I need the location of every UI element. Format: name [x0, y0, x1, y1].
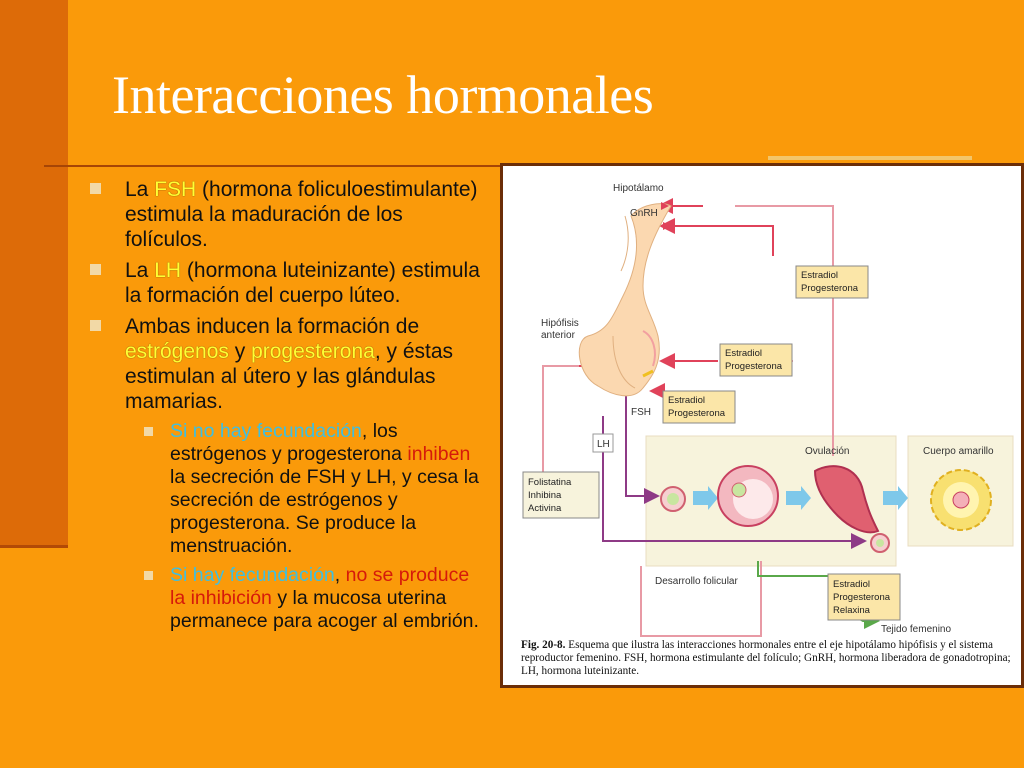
label-hipofisis-1: Hipófisis: [541, 318, 579, 329]
bullet-ambas: Ambas inducen la formación de estrógenos y progesterona, y éstas estimulan al útero y las glándulas mamarias.: [88, 314, 488, 414]
box-folistatina: [523, 472, 599, 518]
label-lh: LH: [597, 439, 610, 450]
bullet-square-icon: [90, 320, 101, 331]
slide-title: Interacciones hormonales: [112, 65, 654, 125]
svg-text:Progesterona: Progesterona: [725, 361, 783, 372]
svg-text:Estradiol: Estradiol: [668, 395, 705, 406]
sub-bullet-square-icon: [144, 427, 153, 436]
box-estradiol-mid: [720, 344, 792, 376]
svg-text:Inhibina: Inhibina: [528, 490, 562, 501]
svg-text:Folistatina: Folistatina: [528, 477, 572, 488]
hormone-diagram: [500, 163, 1024, 688]
label-gnrh: GnRH: [630, 208, 658, 219]
label-cuerpo-amarillo: Cuerpo amarillo: [923, 446, 994, 457]
term-estrogenos: estrógenos: [125, 340, 229, 363]
label-desarrollo-folicular: Desarrollo folicular: [655, 576, 738, 587]
svg-text:Relaxina: Relaxina: [833, 605, 870, 616]
box-estradiol-low: [663, 391, 735, 423]
label-tejido-femenino: Tejido femenino: [881, 624, 952, 635]
term-inhiben: inhiben: [407, 443, 471, 465]
svg-text:Progesterona: Progesterona: [668, 408, 726, 419]
follicle-mature: [718, 466, 778, 526]
bullet-list: [88, 177, 488, 639]
box-estradiol-bottom: [828, 574, 900, 620]
term-fsh: FSH: [154, 178, 197, 201]
box-estradiol-top: [796, 266, 868, 298]
svg-text:Activina: Activina: [528, 503, 562, 514]
term-fecundacion: Si hay fecundación: [170, 564, 335, 586]
term-lh: LH: [154, 259, 182, 282]
label-fsh: FSH: [631, 407, 651, 418]
svg-text:Progesterona: Progesterona: [801, 283, 859, 294]
bullet-square-icon: [90, 183, 101, 194]
title-divider-accent: [768, 156, 972, 160]
corpus-luteum: [931, 470, 991, 530]
follicle-primary: [661, 487, 685, 511]
figure-caption: Fig. 20-8. Esquema que ilustra las interacciones hormonales entre el eje hipotálamo hipófisis y el sistema reproductor femenino. FSH, hormona estimulante del folículo; GnRH, hormona liberadora de gonadotropina; LH, hormona luteinizante.: [521, 639, 1011, 677]
svg-text:Progesterona: Progesterona: [833, 592, 891, 603]
arrowhead-red-2: [663, 222, 671, 230]
sub-bullet-no-fecundacion: Si no hay fecundación, los estrógenos y progesterona inhiben la secreción de FSH y LH, y cesa la secreción de estrógenos y progesterona. Se produce la menstruación.: [133, 420, 488, 558]
label-hipofisis-2: anterior: [541, 330, 575, 341]
sub-bullet-square-icon: [144, 571, 153, 580]
bullet-fsh: La FSH (hormona foliculoestimulante) estimula la maduración de los folículos.: [88, 177, 488, 252]
label-hipotalamo: Hipotálamo: [613, 183, 664, 194]
svg-text:Estradiol: Estradiol: [833, 579, 870, 590]
svg-text:Estradiol: Estradiol: [725, 348, 762, 359]
term-progesterona: progesterona: [251, 340, 375, 363]
bullet-square-icon: [90, 264, 101, 275]
bullet-lh: La LH (hormona luteinizante) estimula la formación del cuerpo lúteo.: [88, 258, 488, 308]
sub-bullet-fecundacion: Si hay fecundación, no se produce la inhibición y la mucosa uterina permanece para acoger al embrión.: [133, 564, 488, 633]
label-ovulacion: Ovulación: [805, 446, 850, 457]
svg-text:Estradiol: Estradiol: [801, 270, 838, 281]
term-no-inhibicion: no se produce la inhibición: [170, 564, 470, 609]
left-accent-bar: [0, 0, 68, 545]
pituitary-gland: [579, 204, 671, 396]
term-no-fecundacion: Si no hay fecundación: [170, 420, 362, 442]
left-accent-bar-edge: [0, 545, 68, 548]
